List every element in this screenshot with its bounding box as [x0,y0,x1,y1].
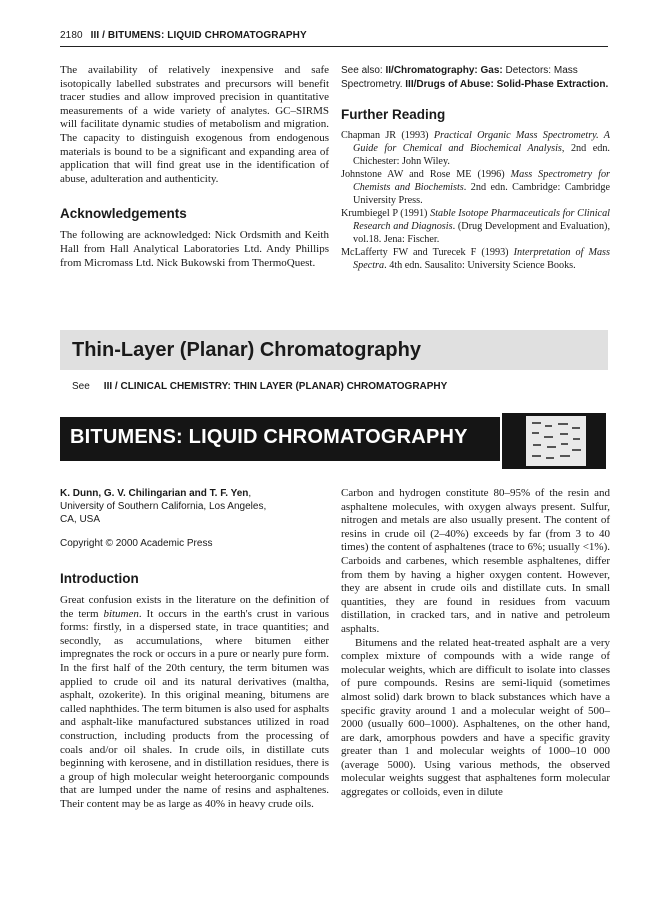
reference-publisher: . 4th edn. Sausalito: University Science Books. [384,259,576,271]
reference-publisher: . 2nd edn. Cambridge: Cambridge University Press. [353,181,610,206]
reference-title: Mass Spectrometry for Chemists and Biochemists [353,169,610,193]
running-title: III / BITUMENS: LIQUID CHROMATOGRAPHY [90,30,307,41]
see-also-link-drugs[interactable]: III/Drugs of Abuse: Solid-Phase Extraction. [405,78,609,90]
reference-authors: Krumbiegel P (1991) [341,207,431,219]
reference-publisher: , 2nd edn. Chichester: John Wiley. [353,142,610,167]
thin-layer-title: Thin-Layer (Planar) Chromatography [72,339,421,361]
article-title: BITUMENS: LIQUID CHROMATOGRAPHY [70,426,468,448]
authors: K. Dunn, G. V. Chilingarian and T. F. Yen [60,488,249,499]
page-number: 2180 [60,30,83,41]
chromatography-plate-icon [500,411,608,471]
top-right-column [341,64,610,273]
bottom-left-column [60,487,329,812]
affiliation-line-1: University of Southern California, Los Angeles, [60,501,267,512]
further-reading-heading: Further Reading [341,107,446,123]
copyright-notice: Copyright © 2000 Academic Press [60,538,213,549]
reference-item [341,130,610,168]
intro-text-start: Great confusion exists in the literature on the definition of the term [60,594,329,620]
reference-item [341,247,610,273]
reference-title: Stable Isotope Pharmaceuticals for Clinical Research and Diagnosis [353,207,611,232]
reference-title: Practical Organic Mass Spectrometry. A Guide for Chemical and Biochemical Analysis [353,130,610,154]
thin-layer-banner [60,330,608,370]
affiliation-line-2: CA, USA [60,514,101,525]
thin-layer-see-line [72,381,447,392]
intro-term-bitumen: bitumen [103,607,139,620]
top-left-column [60,64,329,270]
introduction-heading: Introduction [60,571,139,586]
author-block: K. Dunn, G. V. Chilingarian and T. F. Yen, University of Southern California, Los Angeles, CA, USA [60,488,267,525]
reference-authors: McLafferty FW and Turecek F (1993) [341,246,514,258]
introduction-paragraph [60,594,329,812]
bitumen-mixture-paragraph: Bitumens and the related heat-treated asphalt are a very complex mixture of compounds with a wide range of molecular weights, which are difficult to isolate into classes of pure compounds. Resins are semi-liquid (sometimes almost solid) dark brown to black substances which have a specific gravity around 1 and a molecular weight of 500–2000 (usually 600–1000). Asphaltenes, on the other hand, are dark, amorphous powders and have a specific gravity greater than 1 and molecular weights of 1000–10 000 (average 5000). Using various methods, the observed molecular weights suggest that asphaltenes form molecular aggregates or colloids, even in dilute [341,636,610,799]
reference-item [341,169,610,207]
acknowledgements-heading: Acknowledgements [60,206,187,222]
see-label: See [72,381,90,392]
reference-publisher: . (Drug Development and Evaluation), vol.18. Jena: Fischer. [353,220,610,245]
reference-item [341,208,610,246]
see-also-link-ms[interactable]: Detectors: Mass Spectrometry. [341,65,578,90]
bottom-right-column [341,487,610,800]
see-also-block [341,64,610,91]
article-title-banner [60,417,520,461]
reference-title: Interpretation of Mass Spectra [353,246,610,271]
running-header [60,30,608,46]
reference-authors: Johnstone AW and Rose ME (1996) [341,169,511,181]
resin-composition-paragraph: Carbon and hydrogen constitute 80–95% of the resin and asphaltene molecules, with oxygen always present. Sulfur, nitrogen and metals are also usually present. The content of resins in crude oil (2–40%) exceeds by far (from 3 to 40 times) the content of asphaltenes (trace to 6%; usually <1%). Carboids and carbenes, which resemble asphaltenes, differ from them by having a higher oxygen content. However, they are absent in crude oils and distillate cuts. In small quantities, they are found in residues from vacuum distillation, in cracked tars, and in native and petroleum asphalts. [341,487,610,635]
see-also-link-gc[interactable]: II/Chromatography: Gas: [385,65,503,76]
intro-text-rest: . It occurs in the earth's crust in various forms: firstly, in a dispersed state, in trace quantities; and secondly, as accumulations, where bitumen either impregnates the rock or occurs in a pure or nearly pure form. In the first half of the 20th century, the term bitumen was applied to crude oil and its natural derivatives (maltha, asphalt, ozokerite). In this original meaning, bitumens are called naphthides. The term bitumen is also used for asphalts and asphalt-like manufactured substances utilized in road construction, including products from the processing of coals and/or oil shales. In crude oils, in distillate cuts beginning with kerosene, and in distillation residues, there is a group of high molecular weight heteroorganic compounds that are lumped under the name of resins and asphaltenes. Their content may be as large as 40% in heavy crude oils. [60,607,329,810]
conclusion-paragraph: The availability of relatively inexpensive and safe isotopically labelled substrates and precursors will benefit tracer studies and allow improved precision in quantitative measurements of a wide variety of analytes. GC–SIRMS will facilitate dynamic studies of metabolism and migration. The capacity to distinguish exogenous from endogenous materials is bound to be a significant and expanding area of application that will find great use in the identification of abuse, adulteration and authenticity. [60,64,329,185]
see-also-label: See also: [341,65,383,76]
header-rule [60,46,608,47]
acknowledgements-text: The following are acknowledged: Nick Ordsmith and Keith Hall from Hall Analytical Laboratories Ltd. Andy Phillips from Micromass Ltd. Nick Bukowski from ThermoQuest. [60,229,329,269]
reference-list [341,130,610,272]
see-cross-reference-link[interactable]: III / CLINICAL CHEMISTRY: THIN LAYER (PLANAR) CHROMATOGRAPHY [103,381,448,392]
reference-authors: Chapman JR (1993) [341,130,434,142]
